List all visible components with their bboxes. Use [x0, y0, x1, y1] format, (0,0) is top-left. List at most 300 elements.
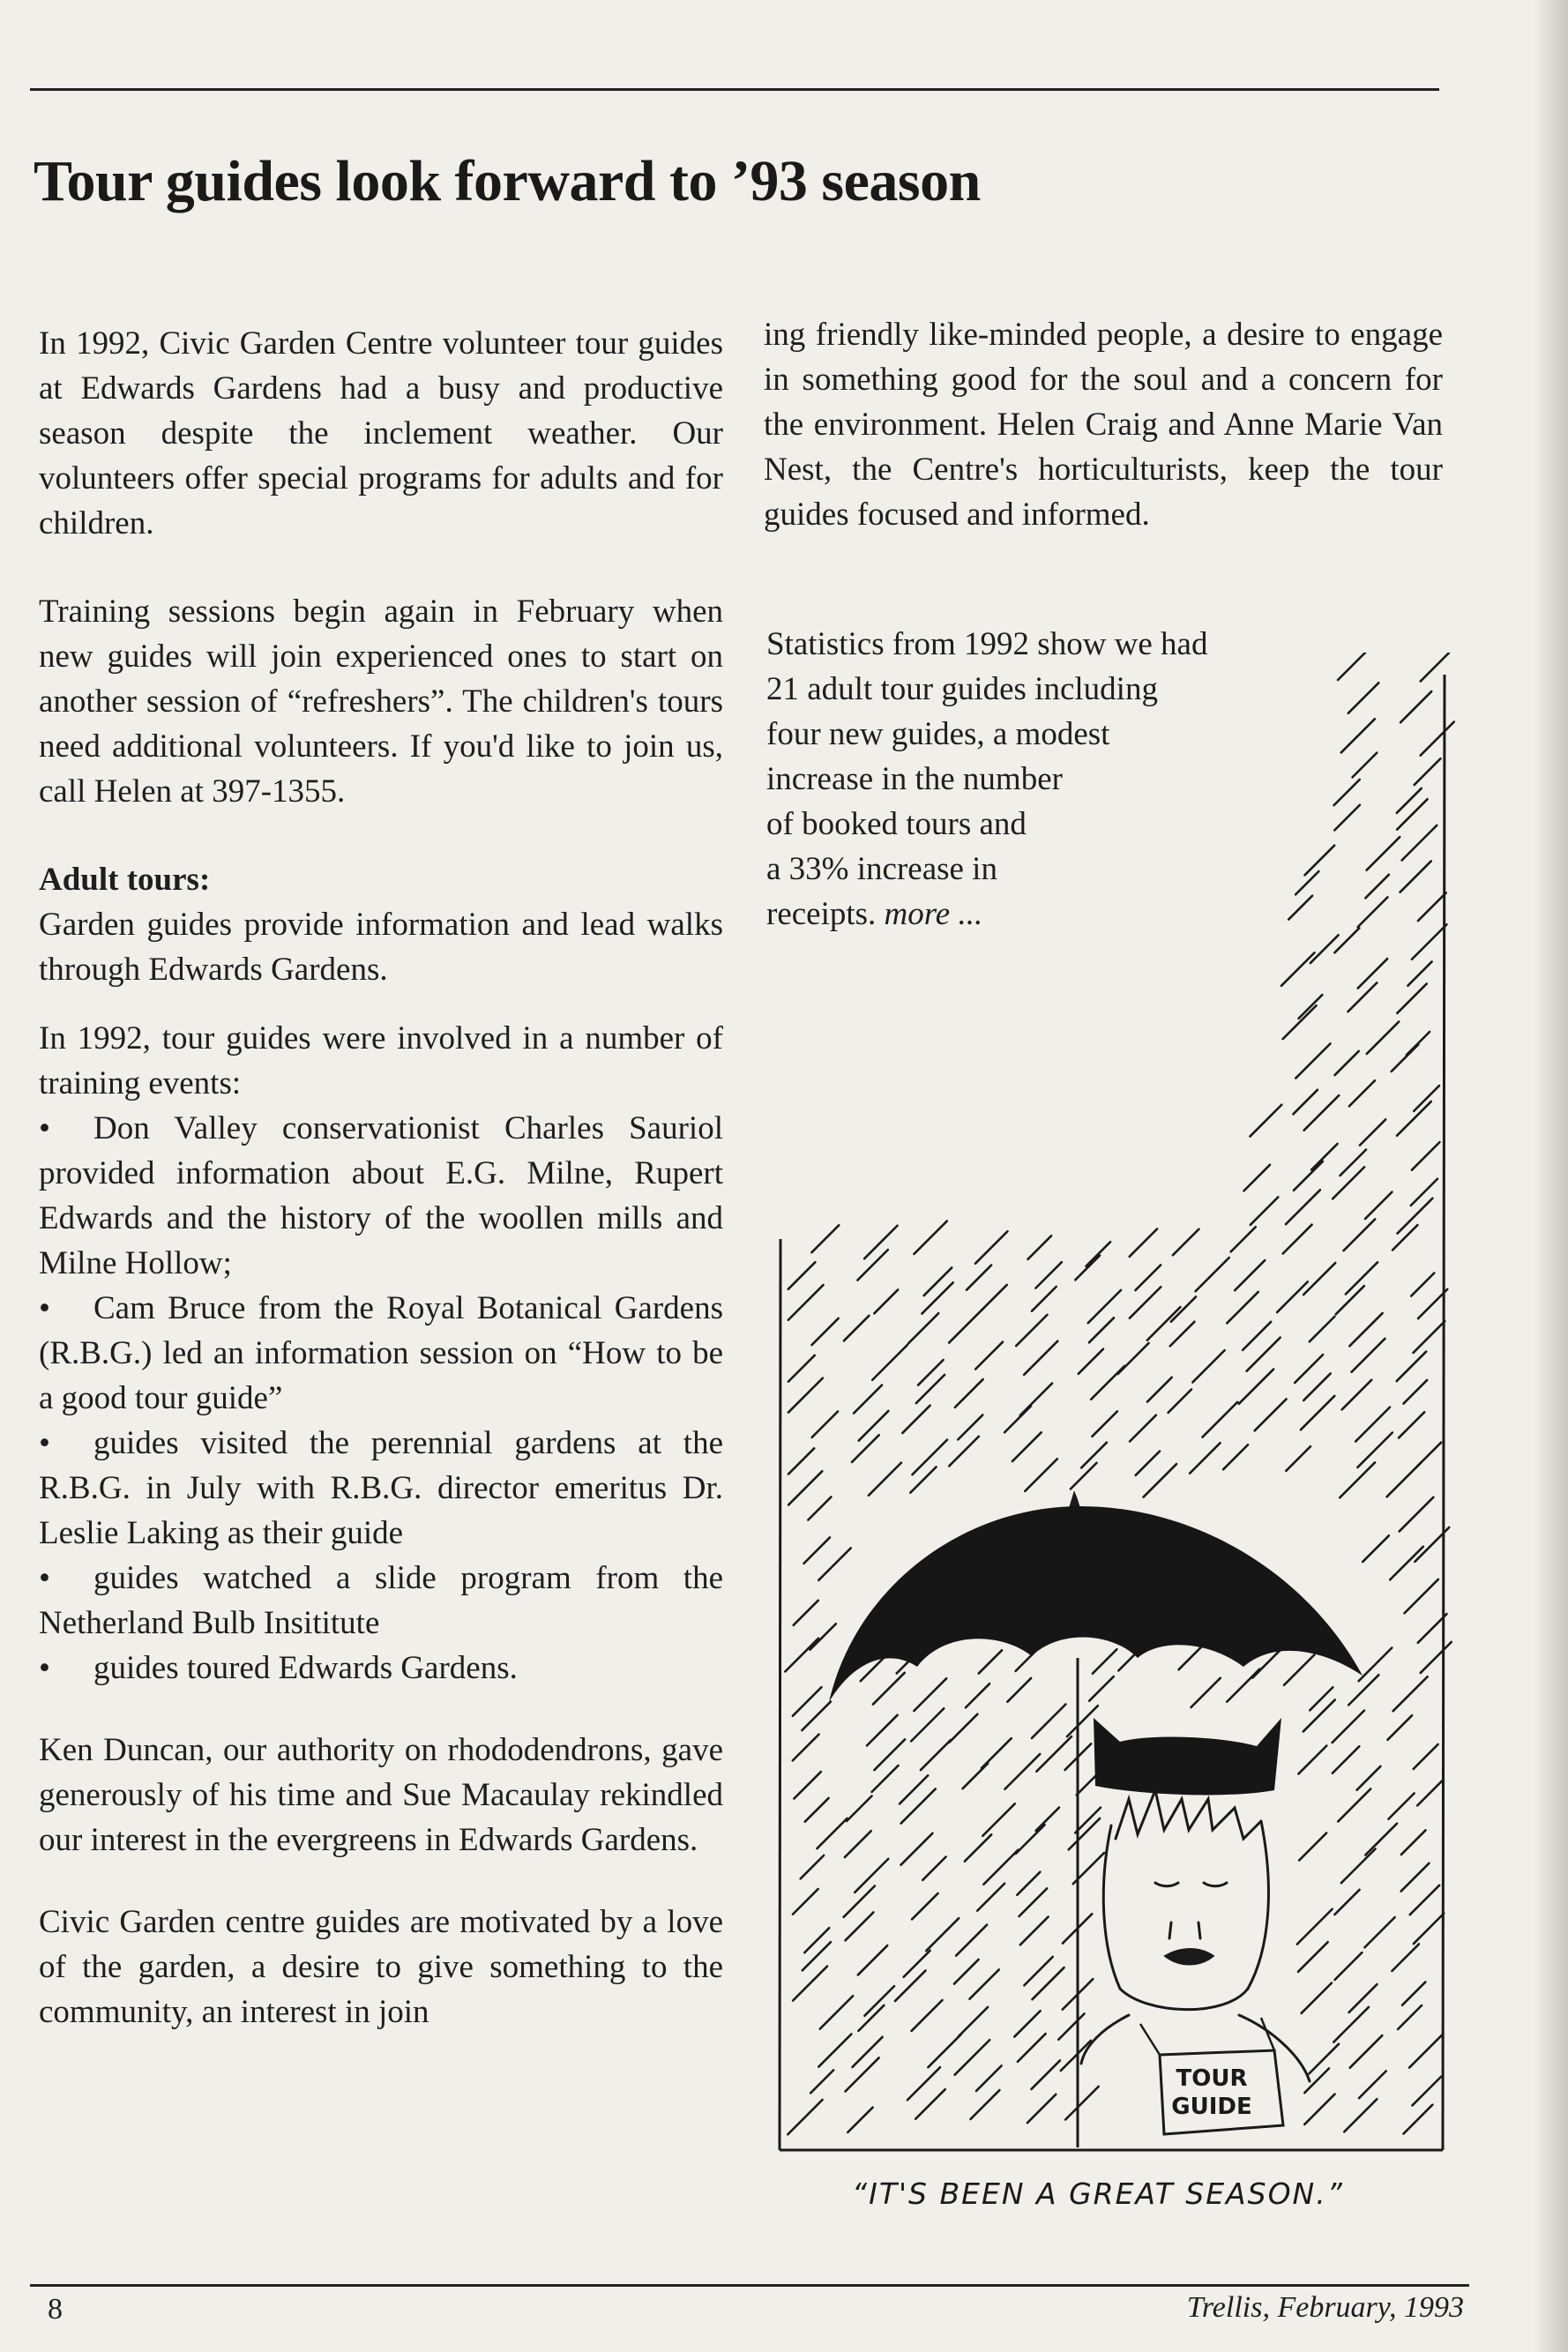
- bullet-dot: •: [39, 1110, 50, 1146]
- rain-streak: [1020, 1916, 1049, 1945]
- rain-streak: [1298, 1746, 1326, 1774]
- rain-streak: [857, 1250, 887, 1280]
- rain-streak: [1333, 1746, 1359, 1773]
- rain-streak: [1135, 1265, 1161, 1290]
- rain-streak: [1397, 1352, 1427, 1382]
- adult-tours-heading: Adult tours:: [39, 862, 211, 898]
- rain-streak: [1367, 1021, 1400, 1054]
- rain-streak: [1284, 1654, 1314, 1684]
- bullet-item: • guides visited the perennial gardens at the R.B.G. in July with R.B.G. director emeritus Dr. Leslie Laking as their guide: [39, 1421, 723, 1556]
- rain-streak: [852, 1435, 879, 1462]
- rain-streak: [869, 1463, 901, 1496]
- rain-streak: [1404, 1579, 1437, 1613]
- rain-streak: [975, 1231, 1007, 1263]
- rain-streak: [1091, 1366, 1124, 1400]
- rain-streak: [913, 1440, 948, 1475]
- rain-streak: [1344, 1219, 1376, 1251]
- rain-streak: [970, 2090, 999, 2119]
- rain-streak: [966, 1684, 989, 1707]
- rain-streak: [1399, 1412, 1424, 1437]
- rain-streak: [1144, 1464, 1176, 1497]
- rain-streak: [854, 1385, 882, 1414]
- rain-streak: [1414, 1744, 1438, 1769]
- rain-streak: [1170, 1322, 1195, 1347]
- rain-streak: [1407, 961, 1431, 985]
- page-number: 8: [48, 2293, 63, 2326]
- rain-streak: [788, 1262, 816, 1289]
- rain-streak: [802, 1702, 831, 1731]
- rain-streak: [1348, 1675, 1378, 1705]
- rain-streak: [1401, 1830, 1426, 1855]
- rain-streak: [1359, 2071, 1386, 2098]
- rain-streak: [1358, 897, 1388, 927]
- rain-streak: [803, 1537, 830, 1564]
- rain-streak: [910, 1467, 936, 1492]
- rain-streak: [1334, 928, 1359, 952]
- tour-guide-head: [1081, 1790, 1310, 2081]
- rain-streak: [1335, 1051, 1359, 1075]
- rain-streak: [1032, 1287, 1057, 1311]
- rain-streak: [1333, 1711, 1364, 1743]
- rain-streak: [1058, 2013, 1084, 2039]
- rain-streak: [1349, 1984, 1378, 2012]
- rain-streak: [1341, 1848, 1376, 1883]
- rain-streak: [950, 1714, 978, 1743]
- rain-streak: [1293, 1090, 1317, 1114]
- rain-streak: [1415, 758, 1441, 785]
- rain-streak: [1411, 1273, 1434, 1296]
- rain-streak: [1393, 1676, 1428, 1711]
- page-edge-shadow: [1534, 0, 1568, 2352]
- rain-streak: [801, 1855, 824, 1878]
- rain-streak: [793, 1889, 818, 1915]
- rain-streak: [1203, 1402, 1238, 1437]
- rain-streak: [1239, 1370, 1273, 1404]
- rain-streak: [1299, 995, 1323, 1019]
- hat: [1094, 1718, 1281, 1795]
- rain-streak: [844, 1316, 870, 1341]
- rain-streak: [1393, 1225, 1417, 1250]
- rain-streak: [1018, 2034, 1046, 2062]
- rain-streak: [812, 1411, 838, 1437]
- bullet-dot: •: [39, 1650, 50, 1686]
- training-events-intro: In 1992, tour guides were involved in a number of training events:: [39, 1020, 723, 1101]
- rain-streak: [1251, 1197, 1278, 1224]
- ken-duncan-paragraph: Ken Duncan, our authority on rhododendrons, gave generously of his time and Sue Macaulay rekindled our interest in the evergreens in Edwards Gardens.: [39, 1732, 723, 1858]
- rain-streak: [1400, 861, 1431, 892]
- rain-streak: [793, 1735, 819, 1761]
- rain-streak: [804, 1928, 829, 1953]
- training-paragraph: Training sessions begin again in February when new guides will join experienced ones to start on another session of “refreshers”. The children's tours need additional volunteers. If you'd like to join us, call Helen at 397-1355.: [39, 594, 723, 810]
- rain-streak: [864, 1226, 897, 1258]
- rain-streak: [1350, 2035, 1383, 2068]
- rain-streak: [846, 1912, 874, 1940]
- stats-line: increase in the number: [766, 761, 1063, 797]
- rain-streak: [788, 1471, 822, 1505]
- rain-streak: [1130, 1415, 1156, 1442]
- rain-streak: [793, 1687, 822, 1716]
- rain-streak: [1400, 1497, 1434, 1532]
- rain-streak: [1190, 1443, 1220, 1473]
- rain-streak: [1363, 1535, 1389, 1562]
- rain-streak: [1421, 1642, 1452, 1673]
- rain-streak: [1342, 1380, 1372, 1410]
- rain-streak: [1061, 2041, 1091, 2071]
- rain-streak: [1357, 1766, 1381, 1790]
- rain-streak: [915, 2089, 945, 2119]
- rain-streak: [1227, 1292, 1258, 1323]
- rain-streak: [1303, 1263, 1335, 1295]
- rain-streak: [1036, 1808, 1059, 1831]
- rain-streak: [855, 1859, 888, 1893]
- rain-streak: [901, 1833, 933, 1865]
- stats-line: Statistics from 1992 show we had: [766, 626, 1208, 662]
- rain-streak: [1089, 1318, 1114, 1342]
- rain-streak: [785, 1639, 818, 1672]
- rain-streak: [922, 1282, 952, 1313]
- rain-streak: [1196, 1258, 1229, 1291]
- rain-streak: [788, 1355, 815, 1382]
- rain-streak: [1027, 2094, 1056, 2123]
- rain-streak: [1016, 1825, 1045, 1854]
- rain-streak: [1297, 1909, 1333, 1945]
- rain-streak: [853, 2037, 883, 2067]
- rain-streak: [975, 1342, 1003, 1370]
- rain-streak: [1012, 1432, 1042, 1461]
- rain-streak: [1310, 935, 1339, 963]
- rain-streak: [949, 1437, 979, 1467]
- rain-streak: [912, 1893, 937, 1919]
- bullet-dot: •: [39, 1290, 50, 1326]
- rain-streak: [1349, 1313, 1382, 1346]
- rain-streak: [1295, 1043, 1330, 1078]
- rain-streak: [1092, 1411, 1116, 1436]
- motivation-paragraph: Civic Garden centre guides are motivated by a love of the garden, a desire to give something to the community, an interest in join: [39, 1904, 723, 2030]
- rain-streak: [1412, 924, 1447, 959]
- rain-streak: [1089, 1676, 1114, 1701]
- statistics-block: [766, 622, 1331, 937]
- rain-streak: [1302, 1982, 1332, 2012]
- rain-streak: [922, 1857, 945, 1880]
- rain-streak: [1334, 780, 1360, 805]
- rain-streak: [912, 2000, 943, 2031]
- rain-streak: [907, 2067, 940, 2100]
- rain-streak: [1079, 1349, 1103, 1374]
- rain-streak: [1387, 1462, 1422, 1497]
- rain-streak: [1025, 1459, 1057, 1491]
- rain-streak: [794, 1772, 820, 1798]
- rain-streak: [872, 1345, 907, 1380]
- rain-streak: [1130, 1229, 1157, 1257]
- rain-streak: [847, 2108, 872, 2132]
- umbrella: [829, 1490, 1363, 2147]
- rain-streak: [956, 1925, 987, 1956]
- rain-streak: [808, 1497, 831, 1519]
- rain-streak: [895, 1971, 925, 2001]
- rain-streak: [1171, 1296, 1196, 1321]
- rain-streak: [1294, 1161, 1323, 1191]
- sign-text-line2: GUIDE: [1171, 2094, 1252, 2120]
- stats-line: receipts. more ...: [766, 896, 983, 932]
- rain-streak: [1281, 952, 1315, 986]
- rain-streak: [1304, 2094, 1334, 2124]
- rain-streak: [1277, 1281, 1308, 1312]
- rain-streak: [1243, 1165, 1270, 1191]
- rain-streak: [1235, 1260, 1265, 1290]
- rain-streak: [1404, 2105, 1433, 2134]
- bullet-dot: •: [39, 1560, 50, 1596]
- rain-streak: [1417, 1781, 1442, 1805]
- rain-streak: [965, 1834, 991, 1861]
- rain-streak: [1397, 799, 1427, 829]
- rain-streak: [1392, 1944, 1419, 1971]
- rain-streak: [1409, 2035, 1442, 2068]
- rain-streak: [793, 1967, 827, 2001]
- rain-streak: [963, 1763, 989, 1788]
- rain-streak: [949, 1308, 983, 1342]
- rain-streak: [1027, 1236, 1051, 1259]
- rain-streak: [1227, 1669, 1259, 1702]
- rain-streak: [1173, 1229, 1199, 1256]
- rain-streak: [982, 1803, 1014, 1835]
- rain-streak: [1093, 1649, 1117, 1674]
- rain-streak: [1398, 2005, 1422, 2029]
- rain-streak: [1352, 1339, 1385, 1372]
- rain-streak: [1404, 1380, 1428, 1404]
- rain-streak: [1031, 2060, 1059, 2088]
- rain-streak: [1004, 1406, 1031, 1432]
- rain-streak: [979, 1650, 1002, 1673]
- rain-streak: [859, 1411, 889, 1441]
- rain-streak: [1421, 721, 1454, 755]
- intro-paragraph: In 1992, Civic Garden Centre volunteer tour guides at Edwards Gardens had a busy and productive season despite the inclement weather. Our volunteers offer special programs for adults and for children.: [39, 325, 723, 541]
- rain-streak: [902, 1406, 930, 1433]
- rain-streak: [1338, 653, 1372, 680]
- rain-streak: [1344, 2099, 1377, 2132]
- rain-streak: [1333, 2007, 1369, 2042]
- article-headline: Tour guides look forward to ’93 season: [34, 149, 981, 213]
- rain-streak: [928, 2035, 961, 2068]
- rain-streak: [916, 1375, 945, 1403]
- rain-streak: [1303, 1699, 1335, 1731]
- rain-streak: [1035, 1262, 1061, 1288]
- rain-streak: [1223, 1445, 1248, 1469]
- rain-streak: [1414, 1914, 1444, 1944]
- rain-streak: [1086, 1242, 1110, 1266]
- rain-streak: [845, 1831, 871, 1857]
- rain-streak: [1335, 1953, 1363, 1980]
- rain-streak: [1065, 2087, 1099, 2120]
- rain-streak: [1418, 892, 1446, 921]
- top-rule: [30, 88, 1439, 91]
- rain-streak: [1024, 1341, 1057, 1375]
- rain-streak: [1250, 1105, 1281, 1137]
- rain-streak: [1301, 1396, 1334, 1430]
- rain-streak: [810, 1624, 836, 1649]
- more-link-text: more ...: [884, 896, 983, 932]
- sign-text-line1: TOUR: [1176, 2065, 1248, 2092]
- bullet-item: • guides toured Edwards Gardens.: [39, 1646, 723, 1691]
- rain-streak: [914, 1221, 946, 1254]
- rain-streak: [921, 1740, 951, 1770]
- rain-streak: [1365, 1824, 1397, 1855]
- rain-streak: [1348, 683, 1378, 713]
- rain-streak: [954, 1960, 979, 1984]
- rain-streak: [904, 1951, 930, 1977]
- bullet-item: • Don Valley conservationist Charles Sauriol provided information about E.G. Milne, Rupert Edwards and the history of the woollen mills and Milne Hollow;: [39, 1106, 723, 1286]
- rain-streak: [1017, 1872, 1040, 1895]
- rain-streak: [955, 2040, 990, 2075]
- rain-streak: [1304, 1095, 1340, 1131]
- panel-right-border: [1443, 675, 1445, 2150]
- rain-streak: [820, 1996, 853, 2028]
- rain-streak: [1311, 1144, 1337, 1169]
- rain-streak: [1410, 1885, 1439, 1915]
- rain-streak: [976, 2065, 1002, 2091]
- rain-streak: [982, 1285, 1007, 1310]
- rain-streak: [1334, 805, 1360, 831]
- rain-streak: [1397, 984, 1426, 1013]
- rain-streak: [983, 1850, 1018, 1885]
- rain-streak: [1402, 1982, 1425, 2005]
- rain-streak: [1286, 1190, 1320, 1224]
- rain-streak: [1231, 1227, 1256, 1251]
- rain-streak: [1388, 1794, 1414, 1819]
- rain-streak: [1303, 1373, 1330, 1400]
- rain-streak: [1286, 1446, 1310, 1471]
- rain-streak: [874, 1289, 898, 1313]
- rain-streak: [1401, 1863, 1430, 1892]
- rain-streak: [1075, 1256, 1100, 1281]
- rain-streak: [1191, 1678, 1221, 1707]
- rain-streak: [847, 1796, 871, 1820]
- rain-streak: [1005, 1754, 1041, 1789]
- rain-streak: [1400, 691, 1431, 722]
- rain-streak: [794, 1601, 818, 1625]
- rain-streak: [1007, 1678, 1031, 1702]
- rain-streak: [1365, 1192, 1392, 1219]
- adult-tours-paragraph: Garden guides provide information and lead walks through Edwards Gardens.: [39, 907, 723, 988]
- rain-streak: [1016, 1315, 1047, 1346]
- rain-streak: [1136, 1452, 1160, 1475]
- rain-streak: [1411, 1179, 1437, 1206]
- rain-streak: [788, 1448, 814, 1474]
- rain-streak: [1414, 1321, 1445, 1353]
- rain-streak: [1192, 1350, 1224, 1382]
- rain-streak: [1299, 1833, 1326, 1860]
- rain-streak: [911, 1708, 944, 1741]
- rain-streak: [1014, 2011, 1040, 2036]
- rain-streak: [867, 1715, 898, 1746]
- rain-streak: [901, 1788, 936, 1823]
- rain-streak: [811, 1225, 839, 1252]
- rain-streak: [788, 1378, 823, 1413]
- bullet-item: • guides watched a slide program from the Netherland Bulb Insititute: [39, 1556, 723, 1646]
- rain-streak: [805, 1798, 829, 1822]
- rain-streak: [1338, 1788, 1370, 1821]
- rain-streak: [1333, 1167, 1364, 1198]
- rain-streak: [1283, 1005, 1317, 1039]
- rain-streak: [1309, 2044, 1339, 2074]
- rain-streak: [1392, 1044, 1419, 1071]
- rain-streak: [955, 1379, 983, 1407]
- rain-streak: [1412, 1142, 1440, 1170]
- right-column: [764, 312, 1443, 537]
- rain-streak: [1355, 1407, 1390, 1442]
- rain-streak: [959, 2007, 988, 2036]
- rain-streak: [924, 1267, 952, 1295]
- stats-line: 21 adult tour guides including: [766, 671, 1158, 707]
- rain-streak: [1358, 959, 1387, 988]
- rain-streak: [874, 1739, 905, 1770]
- tour-guide-sign: [1160, 2050, 1283, 2134]
- rain-streak: [1367, 837, 1400, 870]
- rain-streak: [977, 1884, 1004, 1911]
- rain-streak: [1360, 1119, 1385, 1145]
- rain-streak: [1352, 753, 1377, 778]
- rain-streak: [788, 2100, 822, 2134]
- rain-streak: [1032, 1704, 1065, 1737]
- rain-streak: [846, 2057, 879, 2091]
- bottom-rule: [30, 2284, 1469, 2287]
- rain-streak: [967, 1266, 991, 1290]
- cartoon-caption: “IT'S BEEN A GREAT SEASON.”: [852, 2177, 1344, 2211]
- rain-streak: [1024, 1957, 1052, 1985]
- rain-streak: [926, 1918, 959, 1951]
- rain-streak: [969, 1969, 998, 1998]
- rain-streak: [1310, 1317, 1335, 1342]
- rain-streak: [873, 1673, 905, 1705]
- rain-streak: [1349, 1080, 1375, 1106]
- rain-streak: [1348, 982, 1378, 1012]
- rain-streak: [1390, 1547, 1422, 1579]
- stats-line: of booked tours and: [766, 806, 1027, 842]
- rain-streak: [1359, 1647, 1393, 1681]
- rain-streak: [1334, 1890, 1359, 1915]
- rain-streak: [1298, 1942, 1328, 1972]
- rain-streak: [1364, 1917, 1394, 1947]
- stats-line: four new guides, a modest: [766, 716, 1110, 752]
- issue-line: Trellis, February, 1993: [1186, 2291, 1464, 2324]
- rain-streak: [1067, 1706, 1098, 1736]
- stats-line: a 33% increase in: [766, 851, 997, 887]
- rain-streak: [1402, 825, 1437, 861]
- rain-streak: [812, 1318, 839, 1345]
- continuation-paragraph: ing friendly like-minded people, a desire to engage in something good for the soul and a concern for the environment. Helen Craig and Anne Marie Van Nest, the Centre's horticulturists, keep the tour guides focused and informed.: [764, 317, 1443, 533]
- rain-streak: [1397, 1101, 1431, 1136]
- rain-streak: [1179, 1645, 1205, 1670]
- rain-streak: [1341, 719, 1375, 752]
- rain-streak: [1169, 1389, 1191, 1412]
- rain-streak: [1340, 1150, 1366, 1176]
- rain-streak: [1412, 2077, 1441, 2106]
- rain-streak: [914, 1678, 946, 1711]
- rain-streak: [1255, 1399, 1287, 1430]
- rain-streak: [858, 1945, 887, 1975]
- rain-streak: [1147, 1307, 1181, 1340]
- rain-streak: [908, 1313, 938, 1343]
- rain-streak: [1295, 1355, 1323, 1383]
- rain-streak: [818, 2034, 851, 2066]
- bullet-item: • Cam Bruce from the Royal Botanical Gardens (R.B.G.) led an information session on “How to be a good tour guide”: [39, 1286, 723, 1421]
- rain-streak: [1243, 1322, 1271, 1350]
- rain-streak: [817, 1818, 847, 1848]
- rain-streak: [818, 1548, 850, 1579]
- rain-streak: [1283, 1225, 1312, 1254]
- rain-streak: [1088, 1290, 1121, 1323]
- rain-streak: [1147, 1378, 1172, 1402]
- rain-streak: [1130, 1287, 1161, 1318]
